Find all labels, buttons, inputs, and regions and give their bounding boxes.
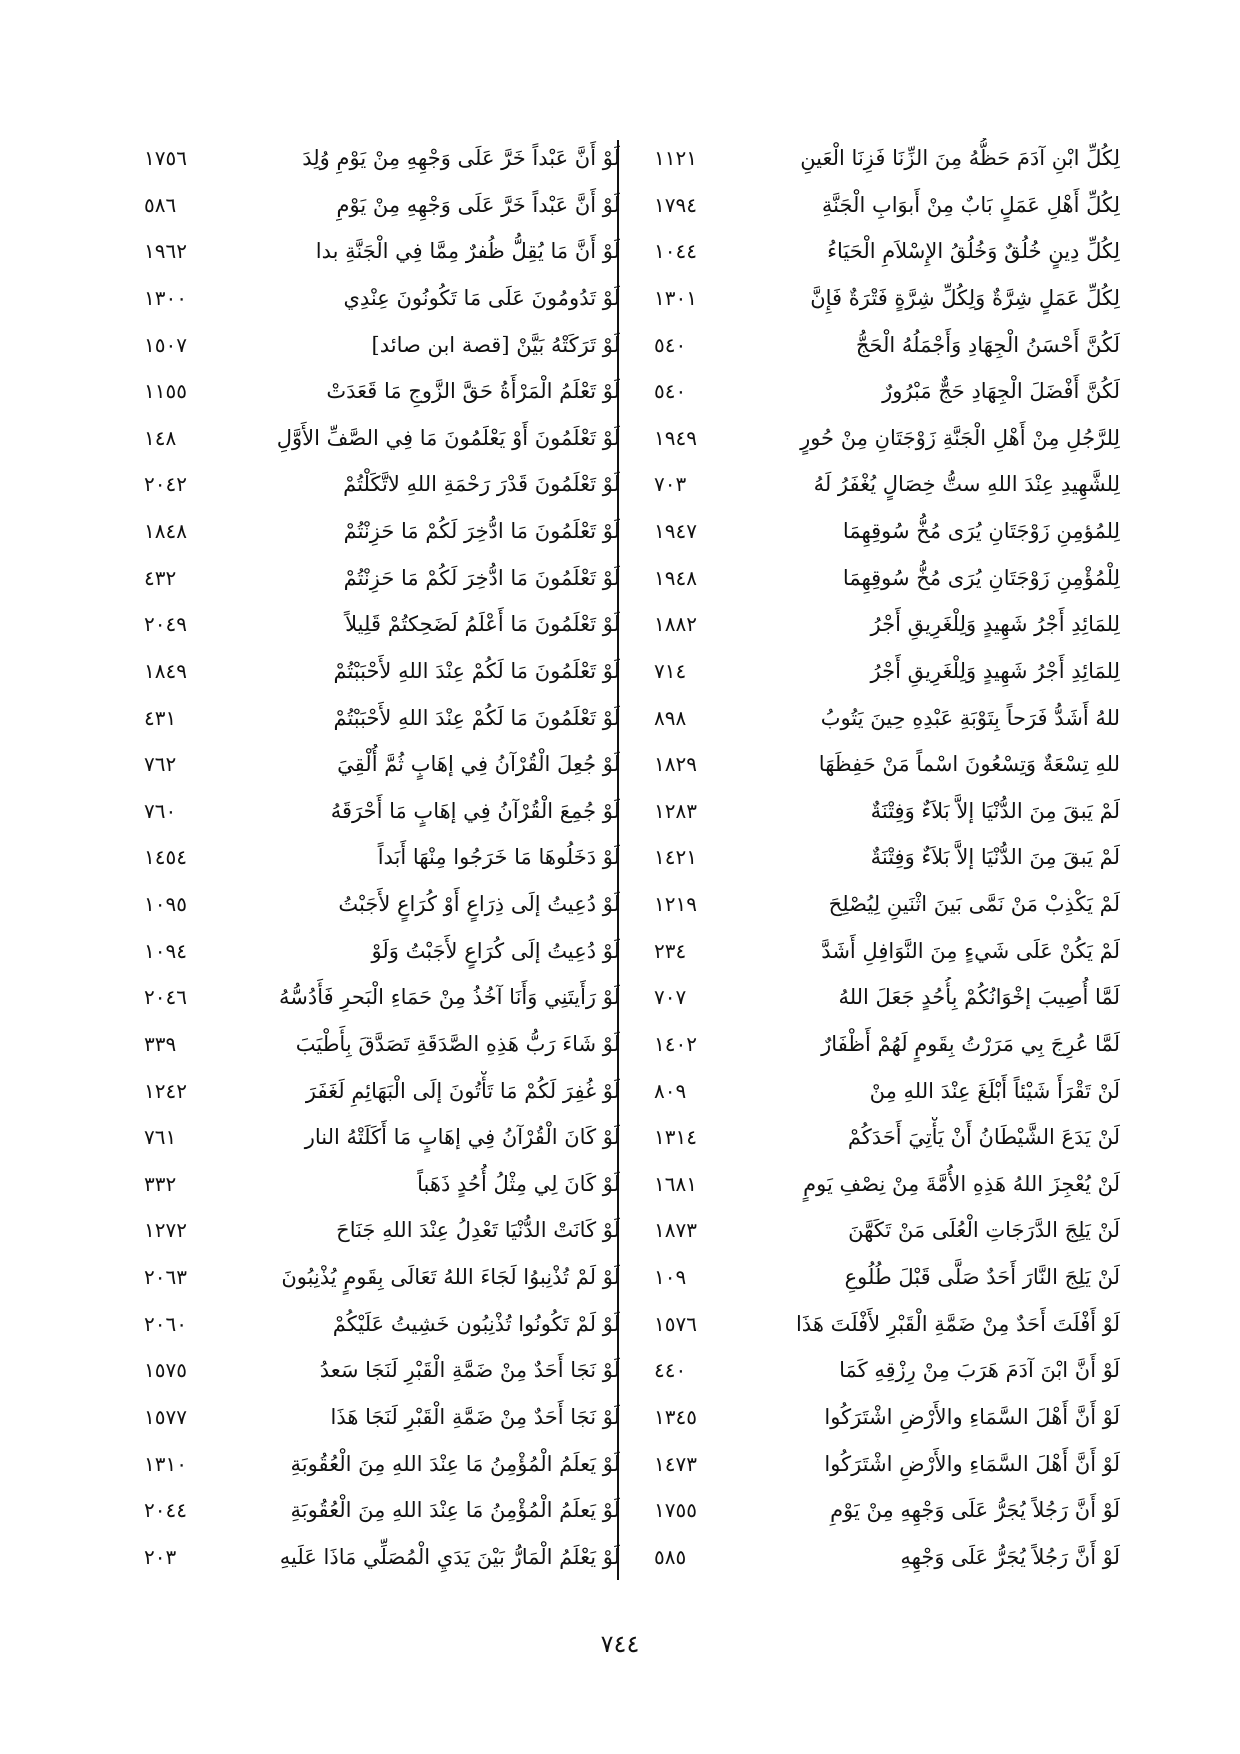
- index-entry: [640, 138, 1120, 179]
- index-entry: [140, 1024, 620, 1065]
- hadith-reference-number: ١٩٦٢: [144, 239, 187, 264]
- hadith-reference-number: ١٤٠٢: [654, 1031, 697, 1056]
- hadith-reference-number: ١٠٩٤: [144, 938, 187, 963]
- hadith-reference-number: ٥٨٦: [144, 192, 177, 217]
- hadith-incipit: لِلمُؤمِنِ زَوْجَتَانِ يُرَى مُخُّ سُوقِهِمَا: [842, 519, 1120, 543]
- hadith-reference-number: ٥٨٥: [654, 1544, 687, 1569]
- hadith-reference-number: ١٣١٠: [144, 1451, 187, 1476]
- hadith-incipit: لِلمَائِدِ أَجْرُ شَهِيدٍ وَلِلْغَرِيقِ أَجْرُ: [870, 612, 1120, 637]
- hadith-reference-number: ٨٩٨: [654, 705, 687, 730]
- index-entry: [140, 371, 620, 412]
- index-entry: [140, 1257, 620, 1298]
- hadith-reference-number: ١٣٠١: [654, 285, 697, 310]
- index-entry: [140, 1537, 620, 1578]
- hadith-reference-number: ١٧٩٤: [654, 192, 697, 217]
- index-entry: [640, 325, 1120, 366]
- index-entry: [640, 1164, 1120, 1205]
- index-entry: [140, 511, 620, 552]
- index-entry: [140, 1490, 620, 1531]
- hadith-incipit: لَمَّا أُصِيبَ إخْوَانُكُمْ بِأُحُدٍ جَعَلَ اللهُ: [838, 985, 1120, 1010]
- hadith-incipit: لَوْ أَنَّ عَبْداً خَرَّ عَلَى وَجْهِهِ مِنْ يَوْمِ: [336, 192, 620, 217]
- hadith-reference-number: ٢٠٦٣: [144, 1265, 187, 1289]
- hadith-reference-number: ٧٦١: [144, 1125, 177, 1150]
- index-entry: [640, 371, 1120, 412]
- hadith-reference-number: ١٩٤٩: [654, 425, 697, 450]
- hadith-incipit: لَوْ أَنَّ عَبْداً خَرَّ عَلَى وَجْهِهِ مِنْ يَوْمِ وُلِدَ: [302, 146, 620, 170]
- index-entry: [640, 1024, 1120, 1065]
- index-entry: [640, 511, 1120, 552]
- hadith-incipit: لَوْ تَعْلَمُونَ قَدْرَ رَحْمَةِ اللهِ لاتَّكَلْتُمْ: [343, 472, 620, 497]
- hadith-incipit: لَوْ كَانَ لِي مِثْلُ أُحُدٍ ذَهَباً: [417, 1171, 620, 1196]
- hadith-incipit: لَمَّا عُرِجَ بِي مَرَرْتُ بِقَومٍ لَهُمْ أَظْفَارٌ: [821, 1031, 1120, 1056]
- hadith-reference-number: ١٢٤٢: [144, 1078, 187, 1103]
- hadith-incipit: لَمْ يَكْذِبْ مَنْ نَمَّى بَينَ اثْنَينِ لِيُصْلِحَ: [828, 892, 1120, 916]
- hadith-reference-number: ٢٠٣: [144, 1544, 177, 1569]
- hadith-reference-number: ١١٥٥: [144, 379, 187, 404]
- hadith-incipit: للهُ أَشَدُّ فَرَحاً بِتَوْبَةِ عَبْدِهِ حِينَ يَتُوبُ: [820, 705, 1120, 730]
- hadith-incipit: لَوْ جُعِلَ الْقُرْآنُ فِي إهَابٍ ثُمَّ أُلْقِيَ: [337, 752, 620, 777]
- hadith-incipit: لَمْ يَبقَ مِنَ الدُّنْيَا إلاَّ بَلاَءٌ وَفِتْنَةٌ: [870, 845, 1120, 870]
- hadith-reference-number: ١٩٤٧: [654, 519, 697, 543]
- index-entry: [640, 1490, 1120, 1531]
- hadith-reference-number: ١٠٩٥: [144, 892, 187, 916]
- hadith-incipit: لَوْ تَعْلَمُونَ مَا لَكُمْ عِنْدَ اللهِ لأَحْبَبْتُمْ: [333, 658, 620, 683]
- hadith-incipit: لَوْ تَعْلَمُ الْمَرْأَةُ حَقَّ الزَّوجِ مَا قَعَدَتْ: [326, 379, 620, 404]
- index-entry: [140, 1210, 620, 1251]
- hadith-reference-number: ٢٠٤٢: [144, 472, 187, 497]
- index-entry: [640, 231, 1120, 272]
- index-entry: [140, 185, 620, 226]
- hadith-reference-number: ١٨٤٩: [144, 658, 187, 683]
- hadith-incipit: لِلرَّجُلِ مِنْ أَهْلِ الْجَنَّةِ زَوْجَتَانِ مِنْ حُورٍ: [800, 425, 1120, 450]
- hadith-incipit: لَوْ أَفْلَتَ أَحَدٌ مِنْ ضَمَّةِ الْقَبْرِ لأَفْلَتَ هَذَا: [795, 1311, 1120, 1336]
- index-entry: [640, 1444, 1120, 1485]
- index-entry: [140, 791, 620, 832]
- left-index-column: [140, 138, 620, 1578]
- hadith-reference-number: ٥٤٠: [654, 379, 687, 404]
- hadith-incipit: لَوْ تَعْلَمُونَ مَا ادُّخِرَ لَكُمْ مَا حَزِنْتُمْ: [343, 519, 620, 543]
- index-entry: [140, 1164, 620, 1205]
- index-entry: [640, 464, 1120, 505]
- hadith-reference-number: ٢٠٤٤: [144, 1498, 187, 1523]
- hadith-reference-number: ٣٣٩: [144, 1031, 177, 1056]
- index-entry: [640, 698, 1120, 739]
- index-entry: [140, 604, 620, 645]
- hadith-reference-number: ٢٠٤٦: [144, 985, 187, 1010]
- hadith-incipit: لَوْ أَنَّ رَجُلاً يُجَرُّ عَلَى وَجْهِهِ: [900, 1544, 1120, 1569]
- hadith-incipit: لَوْ يَعْلَمُ الْمَارُّ بَيْنَ يَدَيِ الْمُصَلِّي مَاذَا عَلَيهِ: [279, 1544, 620, 1569]
- index-entry: [640, 884, 1120, 925]
- hadith-incipit: لَوْ تَعْلَمُونَ أَوْ يَعْلَمُونَ مَا فِي الصَّفِّ الأَوَّلِ: [276, 425, 620, 450]
- hadith-reference-number: ١٨٧٣: [654, 1218, 697, 1243]
- hadith-incipit: لَوْ نَجَا أَحَدٌ مِنْ ضَمَّةِ الْقَبْرِ لَنَجَا هَذَا: [330, 1404, 620, 1429]
- page-number: ٧٤٤: [600, 1630, 640, 1658]
- index-entry: [140, 884, 620, 925]
- hadith-incipit: لَوْ غُفِرَ لَكُمْ مَا تَأْتُونَ إلَى الْبَهَائِمِ لَغَفَرَ: [305, 1078, 620, 1103]
- index-entry: [140, 977, 620, 1018]
- right-index-column: [640, 138, 1120, 1578]
- hadith-incipit: لَوْ دُعِيتُ إلَى كُرَاعٍ لأَجَبْتُ وَلَوْ: [371, 938, 620, 963]
- hadith-incipit: لَنْ يَدَعَ الشَّيْطَانُ أَنْ يَأْتِيَ أَحَدَكُمْ: [847, 1125, 1120, 1150]
- hadith-incipit: لَنْ تَقْرَأَ شَيْئاً أَبْلَغَ عِنْدَ اللهِ مِنْ: [869, 1078, 1120, 1103]
- index-entry: [640, 931, 1120, 972]
- index-entry: [640, 278, 1120, 319]
- index-entry: [140, 744, 620, 785]
- hadith-incipit: لَوْ أَنَّ أَهْلَ السَّمَاءِ والأَرْضِ اشْتَرَكُوا: [824, 1404, 1120, 1429]
- hadith-reference-number: ٢٠٤٩: [144, 612, 187, 637]
- hadith-incipit: لَوْ أَنَّ مَا يُقِلُّ ظُفرٌ مِمَّا فِي الْجَنَّةِ بدا: [315, 239, 620, 264]
- index-entry: [640, 837, 1120, 878]
- hadith-incipit: لَوْ رَأَيتَنِي وَأَنَا آخُذُ مِنْ حَمَاءِ الْبَحرِ فَأَدُسُّهُ: [278, 985, 620, 1010]
- index-entry: [640, 1537, 1120, 1578]
- hadith-reference-number: ١٢١٩: [654, 892, 697, 916]
- hadith-reference-number: ٤٣٢: [144, 565, 177, 590]
- hadith-incipit: لَوْ تَعْلَمُونَ مَا لَكُمْ عِنْدَ اللهِ لأَحْبَبْتُمْ: [333, 705, 620, 730]
- hadith-incipit: لِكُلِّ عَمَلٍ شِرَّةٌ وَلِكُلِّ شِرَّةٍ فَتْرَةٌ فَإِنَّ: [810, 285, 1120, 310]
- hadith-reference-number: ١٣٤٥: [654, 1404, 697, 1429]
- index-entry: [640, 185, 1120, 226]
- hadith-reference-number: ١٤٧٣: [654, 1451, 697, 1476]
- hadith-incipit: لَوْ شَاءَ رَبُّ هَذِهِ الصَّدَقَةِ تَصَدَّقَ بِأَطْيَبَ: [295, 1031, 620, 1056]
- index-entry: [640, 744, 1120, 785]
- hadith-reference-number: ٣٣٢: [144, 1171, 177, 1196]
- hadith-incipit: لَوْ تَعْلَمُونَ مَا ادُّخِرَ لَكُمْ مَا حَزِنْتُمْ: [343, 565, 620, 590]
- index-entry: [140, 837, 620, 878]
- hadith-reference-number: ٢٣٤: [654, 938, 687, 963]
- hadith-reference-number: ١١٢١: [654, 146, 697, 170]
- index-entry: [640, 1304, 1120, 1345]
- index-entry: [140, 1397, 620, 1438]
- index-entry: [140, 698, 620, 739]
- hadith-incipit: لَكُنَّ أَحْسَنُ الْجِهَادِ وَأَجْمَلُهُ الْحَجُّ: [855, 332, 1120, 357]
- hadith-incipit: لَوْ يَعلَمُ الْمُؤْمِنُ مَا عِنْدَ اللهِ مِنَ الْعُقُوبَةِ: [290, 1451, 620, 1476]
- index-entry: [140, 138, 620, 179]
- hadith-reference-number: ١٣٠٠: [144, 285, 187, 310]
- index-entry: [140, 418, 620, 459]
- hadith-reference-number: ١٨٤٨: [144, 519, 187, 543]
- hadith-incipit: لِلمَائِدِ أَجْرُ شَهِيدٍ وَلِلْغَرِيقِ أَجْرُ: [870, 658, 1120, 683]
- hadith-incipit: لَوْ دَخَلُوهَا مَا خَرَجُوا مِنْهَا أَبَداً: [377, 845, 620, 870]
- hadith-incipit: لَوْ تَعْلَمُونَ مَا أَعْلَمُ لَضَحِكتُمْ قَلِيلاً: [345, 612, 620, 637]
- hadith-incipit: للهِ تِسْعَةٌ وَتِسْعُونَ اسْماً مَنْ حَفِظَهَا: [818, 752, 1120, 777]
- hadith-reference-number: ١٨٨٢: [654, 612, 697, 637]
- hadith-incipit: لَوْ يَعلَمُ الْمُؤْمِنُ مَا عِنْدَ اللهِ مِنَ الْعُقُوبَةِ: [290, 1498, 620, 1523]
- index-entry: [140, 558, 620, 599]
- hadith-incipit: لَوْ أَنَّ ابْنَ آدَمَ هَرَبَ مِنْ رِزْقِهِ كَمَا: [839, 1358, 1120, 1383]
- hadith-incipit: لَوْ تَدُومُونَ عَلَى مَا تَكُونُونَ عِنْدِي: [343, 285, 620, 310]
- hadith-reference-number: ٤٣١: [144, 705, 177, 730]
- index-entry: [140, 231, 620, 272]
- hadith-incipit: لَوْ لَمْ تَكُونُوا تُذْنِبُون خَشِيتُ عَلَيْكُمْ: [332, 1311, 620, 1336]
- hadith-incipit: لَمْ يَكُنْ عَلَى شَيءٍ مِنَ النَّوَافِلِ أَشَدَّ: [821, 938, 1120, 963]
- index-entry: [140, 1304, 620, 1345]
- hadith-reference-number: ٤٤٠: [654, 1358, 687, 1383]
- hadith-incipit: لَكُنَّ أَفْضَلَ الْجِهَادِ حَجٌّ مَبْرُورٌ: [882, 379, 1120, 404]
- index-entry: [640, 1257, 1120, 1298]
- index-entry: [140, 1350, 620, 1391]
- index-entry: [640, 977, 1120, 1018]
- index-entry: [640, 1210, 1120, 1251]
- hadith-reference-number: ١٥٧٥: [144, 1358, 187, 1383]
- hadith-reference-number: ٧٦٠: [144, 798, 177, 823]
- hadith-incipit: لَوْ نَجَا أَحَدٌ مِنْ ضَمَّةِ الْقَبْرِ لَنَجَا سَعدُ: [319, 1358, 620, 1383]
- hadith-reference-number: ٧١٤: [654, 658, 687, 683]
- index-entry: [140, 278, 620, 319]
- hadith-incipit: لَمْ يَبقَ مِنَ الدُّنْيَا إلاَّ بَلاَءٌ وَفِتْنَةٌ: [870, 798, 1120, 823]
- index-entry: [140, 1117, 620, 1158]
- index-entry: [140, 464, 620, 505]
- index-entry: [640, 1350, 1120, 1391]
- index-entry: [140, 1444, 620, 1485]
- index-entry: [140, 1071, 620, 1112]
- hadith-incipit: لَوْ أَنَّ أَهْلَ السَّمَاءِ والأَرْضِ اشْتَرَكُوا: [824, 1451, 1120, 1476]
- hadith-reference-number: ١٤٢١: [654, 845, 697, 870]
- hadith-incipit: لَوْ تَرَكَتْهُ بَيَّنْ [قصة ابن صائد]: [371, 332, 620, 357]
- hadith-reference-number: ١٦٨١: [654, 1171, 697, 1196]
- hadith-reference-number: ٧٠٧: [654, 985, 687, 1010]
- hadith-reference-number: ١٠٤٤: [654, 239, 697, 264]
- hadith-reference-number: ١٧٥٥: [654, 1498, 697, 1523]
- hadith-reference-number: ٥٤٠: [654, 332, 687, 357]
- hadith-reference-number: ٧٦٢: [144, 752, 177, 777]
- index-entry: [640, 604, 1120, 645]
- hadith-incipit: لَوْ كَانَ الْقُرْآنُ فِي إهَابٍ مَا أَكَلَتْهُ النار: [304, 1125, 620, 1150]
- hadith-reference-number: ١٥٠٧: [144, 332, 187, 357]
- hadith-incipit: لَنْ يَلِجَ الدَّرَجَاتِ الْعُلَى مَنْ تَكَهَّنَ: [848, 1218, 1120, 1243]
- index-entry: [640, 791, 1120, 832]
- hadith-reference-number: ١٥٧٧: [144, 1404, 187, 1429]
- index-entry: [140, 651, 620, 692]
- hadith-incipit: لِكُلِّ ابْنِ آدَمَ حَظُّهُ مِنَ الزِّنَا فَزِنَا الْعَينِ: [800, 146, 1120, 170]
- hadith-reference-number: ١٠٩: [654, 1265, 687, 1289]
- index-entry: [640, 1397, 1120, 1438]
- hadith-reference-number: ٢٠٦٠: [144, 1311, 187, 1336]
- hadith-incipit: لَوْ كَانَتْ الدُّنْيَا تَعْدِلُ عِنْدَ اللهِ جَنَاحَ: [336, 1218, 620, 1243]
- hadith-incipit: لَوْ لَمْ تُذْنِبوُا لَجَاءَ اللهُ تَعَالَى بِقَومٍ يُذْنِبُونَ: [281, 1265, 620, 1289]
- hadith-incipit: لَوْ دُعِيتُ إلَى ذِرَاعٍ أَوْ كُرَاعٍ لأَجَبْتُ: [338, 892, 620, 916]
- index-entry: [140, 325, 620, 366]
- index-entry: [640, 558, 1120, 599]
- hadith-reference-number: ١٩٤٨: [654, 565, 697, 590]
- hadith-reference-number: ٨٠٩: [654, 1078, 687, 1103]
- hadith-reference-number: ١٤٨: [144, 425, 177, 450]
- hadith-incipit: لَوْ أَنَّ رَجُلاً يُجَرُّ عَلَى وَجْهِهِ مِنْ يَوْمِ: [830, 1498, 1120, 1523]
- hadith-reference-number: ٧٠٣: [654, 472, 687, 497]
- index-entry: [640, 651, 1120, 692]
- hadith-reference-number: ١٤٥٤: [144, 845, 187, 870]
- hadith-incipit: لَنْ يُعْجِزَ اللهُ هَذِهِ الأُمَّةَ مِنْ نِصْفِ يَومٍ: [803, 1171, 1120, 1196]
- hadith-reference-number: ١٥٧٦: [654, 1311, 697, 1336]
- hadith-reference-number: ١٧٥٦: [144, 146, 187, 170]
- hadith-incipit: لِلشَّهِيدِ عِنْدَ اللهِ ستُّ خِصَالٍ يُغْفَرُ لَهُ: [813, 472, 1120, 497]
- index-entry: [140, 931, 620, 972]
- hadith-reference-number: ١٨٢٩: [654, 752, 697, 777]
- hadith-reference-number: ١٣١٤: [654, 1125, 697, 1150]
- hadith-incipit: لِلْمُؤْمِنِ زَوْجَتَانِ يُرَى مُخُّ سُوقِهِمَا: [842, 565, 1120, 590]
- hadith-reference-number: ١٢٧٢: [144, 1218, 187, 1243]
- index-entry: [640, 1071, 1120, 1112]
- hadith-incipit: لِكُلِّ دِينٍ خُلُقٌ وَخُلُقُ الإِسْلاَمِ الْحَيَاءُ: [827, 239, 1120, 264]
- hadith-incipit: لَوْ جُمِعَ الْقُرْآنُ فِي إهَابٍ مَا أَحْرَقَهُ: [330, 798, 620, 823]
- hadith-incipit: لِكُلِّ أَهْلِ عَمَلٍ بَابٌ مِنْ أَبوَابِ الْجَنَّةِ: [821, 192, 1120, 217]
- index-entry: [640, 418, 1120, 459]
- hadith-reference-number: ١٢٨٣: [654, 798, 697, 823]
- index-entry: [640, 1117, 1120, 1158]
- hadith-incipit: لَنْ يَلِجَ النَّارَ أَحَدٌ صَلَّى قَبْلَ طُلُوعِ: [844, 1265, 1120, 1289]
